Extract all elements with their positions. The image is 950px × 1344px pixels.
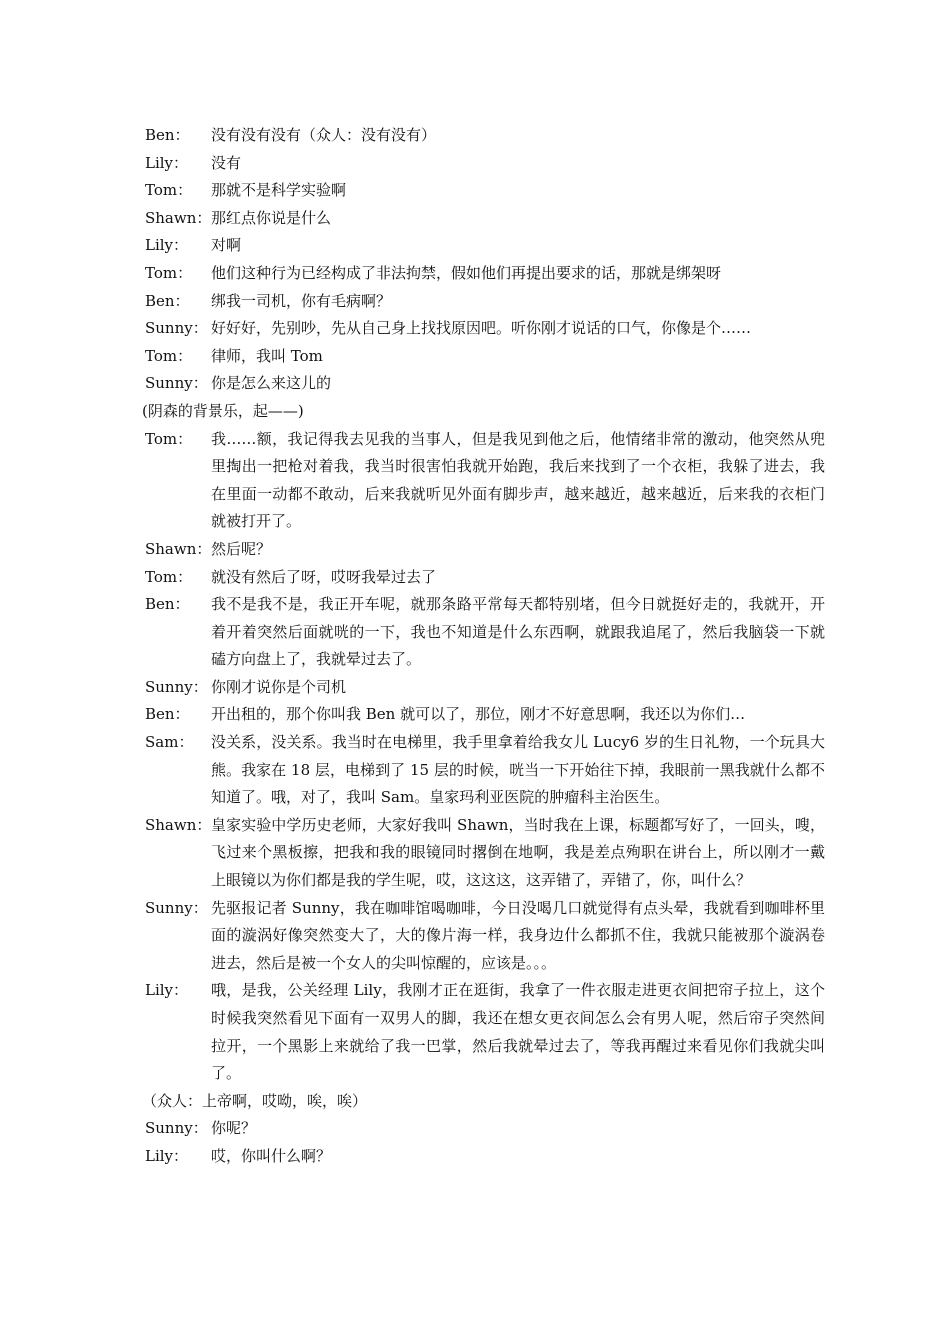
speaker-name: Tom： <box>145 429 193 448</box>
speaker-name: Tom： <box>145 346 193 365</box>
dialogue-line <box>145 205 825 233</box>
dialogue-text: 我……额，我记得我去见我的当事人，但是我见到他之后，他情绪非常的激动，他突然从兜里掏出一把枪对着我，我当时很害怕我就开始跑，我后来找到了一个衣柜，我躲了进去，我在里面一动都不敢动，后来我就听见外面有脚步声，越来越近，越来越近，后来我的衣柜门就被打开了。 <box>211 429 825 531</box>
dialogue-line <box>145 812 825 895</box>
dialogue-line <box>145 343 825 371</box>
dialogue-line <box>145 1115 825 1143</box>
dialogue-line <box>145 260 825 288</box>
dialogue-line <box>145 977 825 1087</box>
dialogue-text: 没有没有没有（众人：没有没有） <box>211 126 437 144</box>
dialogue-line <box>145 315 825 343</box>
dialogue-text: 你是怎么来这儿的 <box>211 374 332 393</box>
dialogue-text: 皇家实验中学历史老师，大家好我叫 Shawn，当时我在上课，标题都写好了，一回头，嗖，飞过来个黑板擦，把我和我的眼镜同时撂倒在地啊，我是差点殉职在讲台上，所以刚才一戴上眼镜以为你们都是我的学生呢，哎，这这这，这弄错了，弄错了，你，叫什么？ <box>211 815 825 890</box>
stage-direction: (阴森的背景乐，起——) <box>142 401 304 420</box>
dialogue-line <box>145 895 825 978</box>
dialogue-text: 那就不是科学实验啊 <box>211 181 347 200</box>
dialogue-line <box>145 177 825 205</box>
speaker-name: Ben： <box>145 595 190 614</box>
dialogue-text: 开出租的，那个你叫我 Ben 就可以了，那位，刚才不好意思啊，我还以为你们… <box>211 705 746 724</box>
dialogue-text: 绑我一司机，你有毛病啊？ <box>211 291 392 310</box>
speaker-name: Sunny： <box>145 319 208 338</box>
speaker-name: Ben： <box>145 705 190 724</box>
speaker-name: Sunny： <box>145 677 208 696</box>
speaker-name: Lily： <box>145 1146 189 1165</box>
speaker-name: Shawn： <box>145 208 212 227</box>
dialogue-line <box>145 701 825 729</box>
dialogue-text: 我不是我不是，我正开车呢，就那条路平常每天都特别堵，但今日就挺好走的，我就开，开着开着突然后面就咣的一下，我也不知道是什么东西啊，就跟我追尾了，然后我脑袋一下就磕方向盘上了，我就晕过去了。 <box>211 595 825 669</box>
speaker-name: Shawn： <box>145 815 212 834</box>
dialogue-text: 先驱报记者 Sunny，我在咖啡馆喝咖啡，今日没喝几口就觉得有点头晕，我就看到咖啡杯里面的漩涡好像突然变大了，大的像片海一样，我身边什么都抓不住，我就只能被那个漩涡卷进去，然后是被一个女人的尖叫惊醒的，应该是。。。 <box>211 898 825 972</box>
dialogue-line <box>145 536 825 564</box>
dialogue-line <box>145 288 825 316</box>
dialogue-text: 律师，我叫 Tom <box>211 346 323 365</box>
dialogue-line <box>145 426 825 536</box>
dialogue-text: 他们这种行为已经构成了非法拘禁，假如他们再提出要求的话，那就是绑架呀 <box>211 263 722 282</box>
speaker-name: Lily： <box>145 236 189 255</box>
speaker-name: Tom： <box>145 567 193 586</box>
dialogue-text: 哦，是我，公关经理 Lily，我刚才正在逛街，我拿了一件衣服走进更衣间把帘子拉上，这个时候我突然看见下面有一双男人的脚，我还在想女更衣间怎么会有男人呢，然后帘子突然间拉开，一个黑影上来就给了我一巴掌，然后我就晕过去了，等我再醒过来看见你们我就尖叫了。 <box>211 981 825 1083</box>
dialogue-line <box>145 591 825 674</box>
speaker-name: Sunny： <box>145 374 208 393</box>
dialogue-text: 没有 <box>211 153 242 172</box>
speaker-name: Ben： <box>145 126 190 144</box>
dialogue-text: 就没有然后了呀，哎呀我晕过去了 <box>211 567 437 586</box>
dialogue-text: 那红点你说是什么 <box>211 208 332 227</box>
dialogue-line <box>145 232 825 260</box>
speaker-name: Sunny： <box>145 1119 208 1138</box>
speaker-name: Lily： <box>145 981 189 1000</box>
dialogue-line <box>145 564 825 592</box>
speaker-name: Sam： <box>145 733 194 752</box>
dialogue-text: 你刚才说你是个司机 <box>211 677 347 696</box>
stage-direction: （众人：上帝啊，哎呦，唉，唉） <box>142 1091 368 1110</box>
dialogue-text: 对啊 <box>211 236 242 255</box>
speaker-name: Tom： <box>145 181 193 200</box>
dialogue-line <box>145 674 825 702</box>
dialogue-text: 你呢？ <box>211 1119 257 1138</box>
dialogue-text: 哎，你叫什么啊？ <box>211 1146 332 1165</box>
speaker-name: Shawn： <box>145 539 212 558</box>
dialogue-text: 然后呢？ <box>211 539 272 558</box>
speaker-name: Ben： <box>145 291 190 310</box>
dialogue-text: 没关系，没关系。我当时在电梯里，我手里拿着给我女儿 Lucy6 岁的生日礼物，一个玩具大熊。我家在 18 层，电梯到了 15 层的时候，咣当一下开始往下掉，我眼前一黑我就什么都不知道了。哦，对了，我叫 Sam。皇家玛利亚医院的肿瘤科主治医生。 <box>211 733 825 807</box>
dialogue-line <box>145 150 825 178</box>
dialogue-line <box>145 370 825 398</box>
dialogue-line <box>145 122 825 150</box>
speaker-name: Lily： <box>145 153 189 172</box>
dialogue-line <box>145 729 825 812</box>
speaker-name: Sunny： <box>145 898 208 917</box>
script-body <box>142 122 825 1171</box>
dialogue-text: 好好好，先别吵，先从自己身上找找原因吧。听你刚才说话的口气，你像是个…… <box>211 319 752 338</box>
dialogue-line <box>145 1143 825 1171</box>
speaker-name: Tom： <box>145 263 193 282</box>
